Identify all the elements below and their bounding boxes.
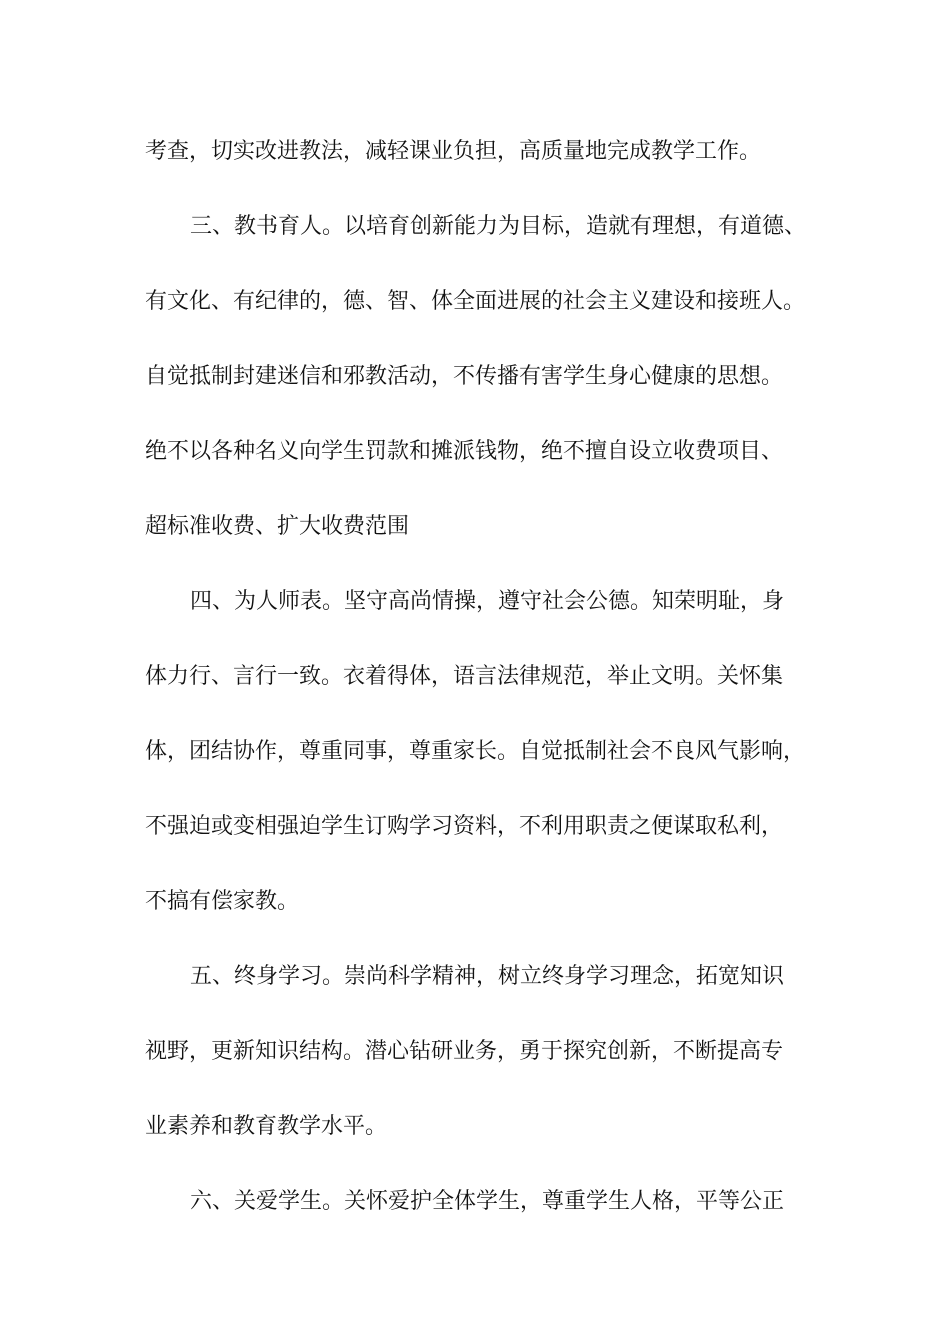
text-line: 业素养和教育教学水平。	[145, 1114, 388, 1139]
text-line: 体力行、言行一致。衣着得体，语言法律规范，举止文明。关怀集	[145, 664, 784, 689]
paragraph-heading-6: 六、关爱学生。关怀爱护全体学生，尊重学生人格，平等公正	[190, 1189, 785, 1214]
paragraph-heading-5: 五、终身学习。崇尚科学精神，树立终身学习理念，拓宽知识	[190, 964, 785, 989]
text-line: 有文化、有纪律的，德、智、体全面进展的社会主义建设和接班人。	[145, 289, 806, 314]
text-line: 超标准收费、扩大收费范围	[145, 514, 410, 539]
paragraph-heading-3: 三、教书育人。以培育创新能力为目标，造就有理想，有道德、	[190, 214, 807, 239]
text-line: 绝不以各种名义向学生罚款和摊派钱物，绝不擅自设立收费项目、	[145, 439, 784, 464]
text-line: 不强迫或变相强迫学生订购学习资料，不利用职责之便谋取私利，	[145, 814, 784, 839]
text-line: 体，团结协作，尊重同事，尊重家长。自觉抵制社会不良风气影响，	[145, 739, 806, 764]
text-line: 考查，切实改进教法，减轻课业负担，高质量地完成教学工作。	[145, 139, 762, 164]
paragraph-heading-4: 四、为人师表。坚守高尚情操，遵守社会公德。知荣明耻，身	[190, 589, 785, 614]
text-line: 自觉抵制封建迷信和邪教活动，不传播有害学生身心健康的思想。	[145, 364, 784, 389]
text-line: 不搞有偿家教。	[145, 889, 300, 914]
text-line: 视野，更新知识结构。潜心钻研业务，勇于探究创新，不断提高专	[145, 1039, 784, 1064]
